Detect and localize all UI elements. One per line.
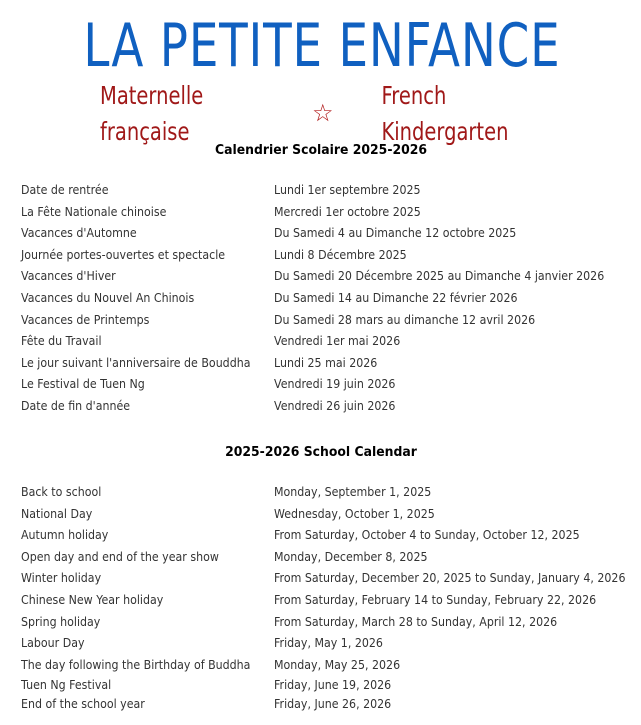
event-label: National Day: [21, 506, 93, 521]
event-label: Vacances du Nouvel An Chinois: [21, 291, 195, 305]
event-date: Monday, December 8, 2025: [274, 549, 428, 564]
event-label: Vacances d'Hiver: [21, 269, 116, 284]
event-label: Vacances de Printemps: [21, 312, 150, 327]
event-label: Date de rentrée: [21, 183, 109, 197]
calendar-row: [21, 571, 631, 591]
event-label: Le Festival de Tuen Ng: [21, 377, 145, 392]
calendar-row: [21, 550, 631, 570]
event-date: Vendredi 1er mai 2026: [274, 334, 401, 349]
event-date: Friday, May 1, 2026: [274, 636, 383, 651]
event-label: The day following the Birthday of Buddha: [21, 657, 251, 672]
event-date: Du Samedi 20 Décembre 2025 au Dimanche 4 janvier 2026: [274, 269, 605, 284]
calendar-row: [21, 528, 631, 548]
event-label: Labour Day: [21, 636, 85, 651]
event-label: End of the school year: [21, 697, 145, 711]
event-date: Vendredi 19 juin 2026: [274, 377, 396, 392]
school-logo-title: LA PETITE ENFANCE: [83, 11, 561, 81]
calendar-row: [21, 334, 631, 354]
event-label: La Fête Nationale chinoise: [21, 204, 167, 219]
calendar-row: [21, 183, 631, 203]
calendar-row: [21, 269, 631, 289]
event-label: Date de fin d'année: [21, 399, 131, 413]
subtitle-english: French Kindergarten: [381, 81, 508, 146]
school-logo-subtitle: [100, 81, 560, 146]
event-label: Chinese New Year holiday: [21, 593, 164, 607]
event-label: Back to school: [21, 485, 102, 499]
calendar-row: [21, 507, 631, 527]
event-date: Wednesday, October 1, 2025: [274, 506, 435, 521]
event-date: Mercredi 1er octobre 2025: [274, 204, 421, 219]
event-date: Lundi 1er septembre 2025: [274, 183, 421, 197]
calendar-row: [21, 485, 631, 505]
calendar-row: [21, 226, 631, 246]
event-date: From Saturday, December 20, 2025 to Sunday, January 4, 2026: [274, 571, 626, 586]
event-date: Friday, June 26, 2026: [274, 697, 392, 711]
event-date: Monday, September 1, 2025: [274, 485, 432, 499]
event-date: Monday, May 25, 2026: [274, 657, 401, 672]
french-calendar-title: Calendrier Scolaire 2025-2026: [214, 142, 428, 158]
event-date: Lundi 8 Décembre 2025: [274, 247, 407, 262]
calendar-row: [21, 615, 631, 635]
english-calendar-title: 2025-2026 School Calendar: [225, 444, 417, 460]
event-date: Du Samedi 28 mars au dimanche 12 avril 2026: [274, 312, 536, 327]
calendar-row: [21, 593, 631, 613]
calendar-row: [21, 678, 631, 698]
event-label: Winter holiday: [21, 571, 102, 586]
event-date: Du Samedi 4 au Dimanche 12 octobre 2025: [274, 226, 517, 241]
calendar-row: [21, 248, 631, 268]
event-date: From Saturday, October 4 to Sunday, October 12, 2025: [274, 528, 580, 543]
calendar-row: [21, 313, 631, 333]
event-label: Open day and end of the year show: [21, 549, 219, 564]
calendar-row: [21, 697, 631, 717]
event-label: Autumn holiday: [21, 528, 109, 543]
calendar-row: [21, 377, 631, 397]
event-date: Lundi 25 mai 2026: [274, 355, 378, 370]
event-label: Le jour suivant l'anniversaire de Bouddha: [21, 355, 251, 370]
calendar-row: [21, 356, 631, 376]
event-date: From Saturday, February 14 to Sunday, February 22, 2026: [274, 593, 597, 607]
star-outline-icon: ☆: [312, 99, 334, 127]
event-label: Fête du Travail: [21, 334, 102, 349]
event-label: Vacances d'Automne: [21, 226, 137, 241]
event-label: Journée portes-ouvertes et spectacle: [21, 247, 226, 262]
event-date: From Saturday, March 28 to Sunday, April 12, 2026: [274, 614, 558, 629]
calendar-row: [21, 658, 631, 678]
event-label: Spring holiday: [21, 614, 101, 629]
calendar-row: [21, 399, 631, 419]
calendar-row: [21, 636, 631, 656]
event-date: Friday, June 19, 2026: [274, 678, 392, 692]
calendar-row: [21, 291, 631, 311]
event-date: Vendredi 26 juin 2026: [274, 399, 396, 413]
event-label: Tuen Ng Festival: [21, 678, 112, 692]
event-date: Du Samedi 14 au Dimanche 22 février 2026: [274, 291, 518, 305]
subtitle-french: Maternelle française: [100, 81, 204, 146]
calendar-row: [21, 205, 631, 225]
